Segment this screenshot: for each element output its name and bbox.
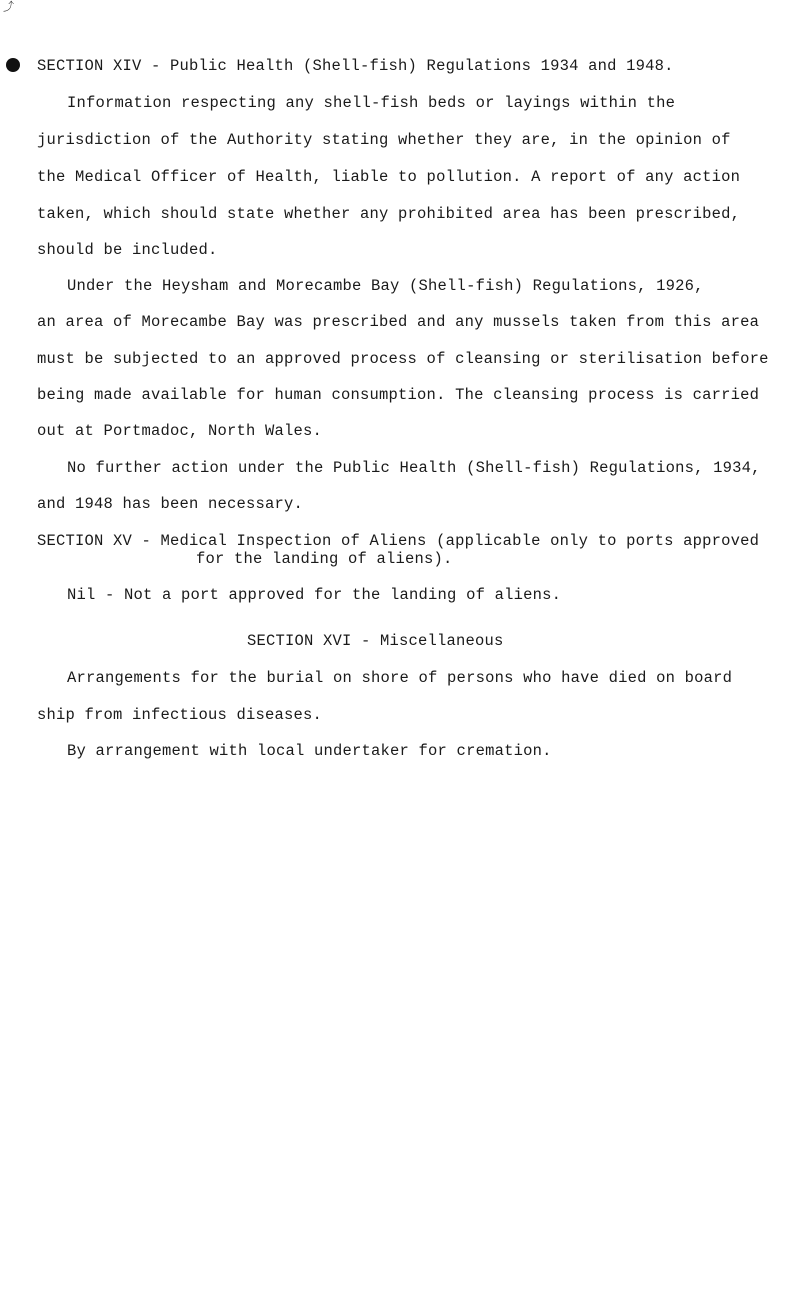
section-xiv-heading: SECTION XIV - Public Health (Shell-fish) Regulations 1934 and 1948. — [37, 57, 674, 75]
section-xvi-para1-line: ship from infectious diseases. — [37, 706, 323, 724]
section-xiv-para1-line: Information respecting any shell-fish beds or layings within the — [67, 94, 676, 112]
section-xiv-para1-line: should be included. — [37, 241, 218, 259]
section-xvi-para1-line: Arrangements for the burial on shore of persons who have died on board — [67, 669, 733, 687]
section-xiv-para1-line: taken, which should state whether any prohibited area has been prescribed, — [37, 205, 741, 223]
section-xiv-para2-line: an area of Morecambe Bay was prescribed and any mussels taken from this area — [37, 313, 760, 331]
section-xvi-para2: By arrangement with local undertaker for cremation. — [67, 742, 552, 760]
section-xiv-para1-line: the Medical Officer of Health, liable to pollution. A report of any action — [37, 168, 741, 186]
corner-mark: ⤴ — [3, 2, 14, 14]
section-xiv-para3-line: and 1948 has been necessary. — [37, 495, 304, 513]
section-xiv-para2-line: Under the Heysham and Morecambe Bay (Shell-fish) Regulations, 1926, — [67, 277, 704, 295]
section-xv-heading-cont: for the landing of aliens). — [196, 550, 453, 568]
section-xiv-para3-line: No further action under the Public Health (Shell-fish) Regulations, 1934, — [67, 459, 761, 477]
hole-punch-mark — [6, 58, 20, 72]
section-xv-heading: SECTION XV - Medical Inspection of Aliens (applicable only to ports approved — [37, 532, 760, 550]
section-xiv-para2-line: being made available for human consumption. The cleansing process is carried — [37, 386, 760, 404]
section-xv-body: Nil - Not a port approved for the landing of aliens. — [67, 586, 562, 604]
section-xiv-para1-line: jurisdiction of the Authority stating whether they are, in the opinion of — [37, 131, 731, 149]
section-xvi-heading: SECTION XVI - Miscellaneous — [247, 632, 504, 650]
section-xiv-para2-line: must be subjected to an approved process of cleansing or sterilisation before — [37, 350, 769, 368]
section-xiv-para2-line: out at Portmadoc, North Wales. — [37, 422, 323, 440]
